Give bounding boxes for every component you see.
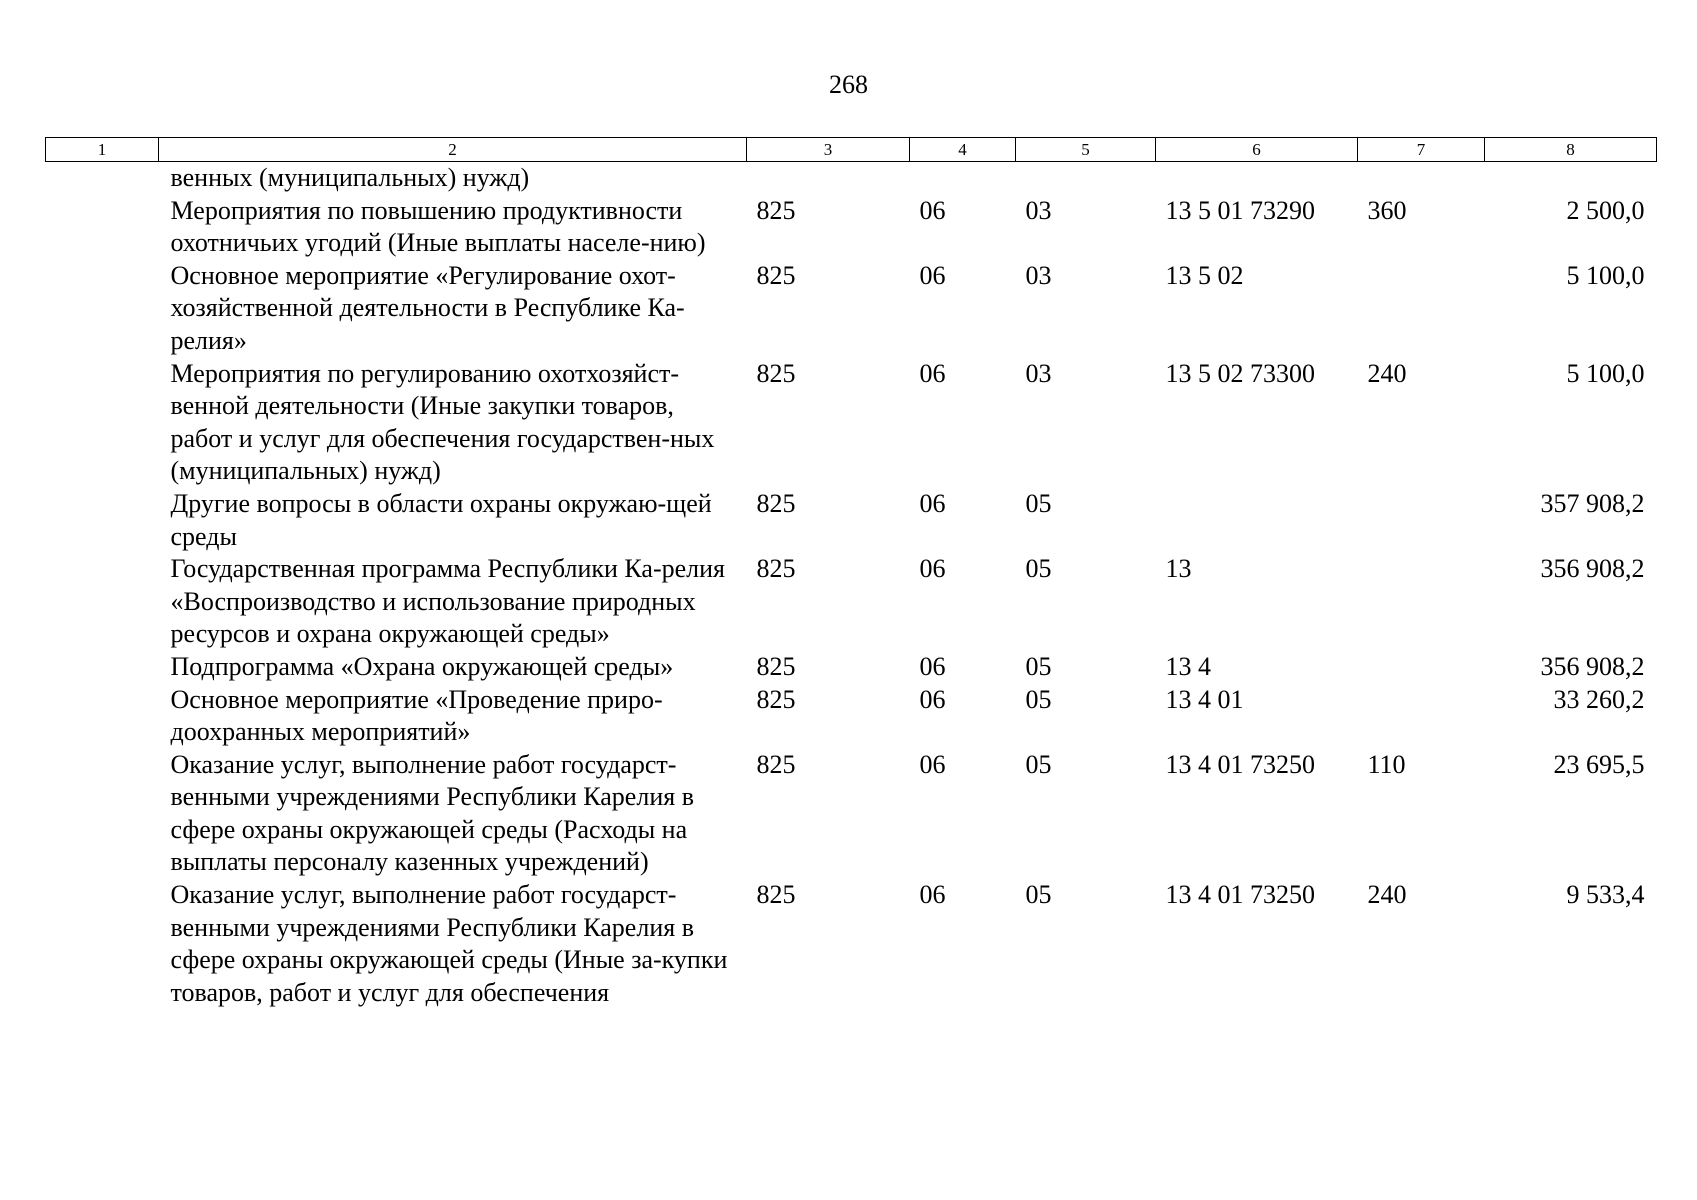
expense-type-code-cell: [1358, 162, 1485, 195]
section-code-cell: 06: [919, 684, 946, 714]
table-row: [46, 651, 1657, 684]
row-index-cell: [46, 651, 159, 684]
row-name-cell: Основное мероприятие «Регулирование охот-хозяйственной деятельности в Республике Ка-релия»: [170, 260, 685, 355]
row-name-cell: Основное мероприятие «Проведение приро-доохранных мероприятий»: [170, 684, 663, 747]
ministry-code-cell: 825: [756, 880, 796, 910]
ministry-code-cell: 825: [756, 260, 796, 290]
expense-type-code-cell: 360: [1367, 195, 1407, 225]
target-item-code-cell: 13: [1165, 554, 1192, 584]
table-row: [46, 358, 1657, 488]
subsection-code-cell: 03: [1025, 260, 1052, 290]
column-header-8: 8: [1485, 138, 1657, 162]
subsection-code-cell: 05: [1025, 554, 1052, 584]
expense-type-code-cell: 240: [1367, 880, 1407, 910]
ministry-code-cell: 825: [756, 554, 796, 584]
target-item-code-cell: [1156, 162, 1358, 195]
amount-cell: 5 100,0: [1566, 358, 1645, 388]
column-header-1: 1: [46, 138, 159, 162]
row-name-cell: Мероприятия по повышению продуктивности охотничьих угодий (Иные выплаты населе-нию): [170, 195, 706, 258]
row-name-cell: Государственная программа Республики Ка-релия «Воспроизводство и использование природных ресурсов и охрана окружающей среды»: [170, 554, 726, 649]
ministry-code-cell: 825: [756, 195, 796, 225]
subsection-code-cell: 05: [1025, 651, 1052, 681]
page-number: 268: [829, 70, 868, 99]
table-row: [46, 749, 1657, 879]
target-item-code-cell: 13 4 01 73250: [1165, 880, 1315, 910]
target-item-code-cell: 13 5 01 73290: [1165, 195, 1315, 225]
subsection-code-cell: 03: [1025, 358, 1052, 388]
subsection-code-cell: 05: [1025, 749, 1052, 779]
column-header-6: 6: [1156, 138, 1358, 162]
budget-table: [45, 137, 1657, 1009]
ministry-code-cell: 825: [756, 651, 796, 681]
row-name-cell: Оказание услуг, выполнение работ государст-венными учреждениями Республики Карелия в сфере охраны окружающей среды (Иные за-купки товаров, работ и услуг для обеспечения: [170, 880, 728, 1007]
section-code-cell: 06: [919, 651, 946, 681]
expense-type-code-cell: 110: [1367, 749, 1406, 779]
row-name-cell: Подпрограмма «Охрана окружающей среды»: [170, 651, 674, 681]
table-row: [46, 488, 1657, 553]
column-header-7: 7: [1358, 138, 1485, 162]
row-index-cell: [46, 749, 159, 879]
section-code-cell: [910, 162, 1016, 195]
row-name-cell: венных (муниципальных) нужд): [170, 163, 530, 192]
section-code-cell: 06: [919, 880, 946, 910]
row-name-cell: Оказание услуг, выполнение работ государст-венными учреждениями Республики Карелия в сфере охраны окружающей среды (Расходы на выплаты персоналу казенных учреждений): [170, 749, 694, 877]
subsection-code-cell: 05: [1025, 684, 1052, 714]
ministry-code-cell: [747, 162, 910, 195]
expense-type-code-cell: [1358, 651, 1485, 684]
target-item-code-cell: 13 5 02 73300: [1165, 358, 1315, 388]
column-header-5: 5: [1016, 138, 1156, 162]
amount-cell: [1485, 162, 1657, 195]
table-row: [46, 195, 1657, 260]
subsection-code-cell: 05: [1025, 880, 1052, 910]
amount-cell: 9 533,4: [1566, 880, 1645, 910]
row-index-cell: [46, 488, 159, 553]
table-row: [46, 879, 1657, 1009]
row-index-cell: [46, 358, 159, 488]
row-name-cell: Другие вопросы в области охраны окружаю-щей среды: [170, 488, 712, 551]
amount-cell: 33 260,2: [1553, 684, 1645, 714]
row-index-cell: [46, 684, 159, 749]
ministry-code-cell: 825: [756, 749, 796, 779]
target-item-code-cell: [1156, 488, 1358, 553]
target-item-code-cell: 13 5 02: [1165, 260, 1244, 290]
section-code-cell: 06: [919, 260, 946, 290]
section-code-cell: 06: [919, 358, 946, 388]
expense-type-code-cell: 240: [1367, 358, 1407, 388]
row-name-cell: Мероприятия по регулированию охотхозяйст-венной деятельности (Иные закупки товаров, работ и услуг для обеспечения государствен-ных (муниципальных) нужд): [170, 358, 715, 486]
expense-type-code-cell: [1358, 260, 1485, 358]
row-index-cell: [46, 162, 159, 195]
section-code-cell: 06: [919, 195, 946, 225]
table-row: [46, 260, 1657, 358]
target-item-code-cell: 13 4: [1165, 651, 1211, 681]
row-index-cell: [46, 260, 159, 358]
amount-cell: 357 908,2: [1540, 488, 1645, 518]
target-item-code-cell: 13 4 01: [1165, 684, 1244, 714]
budget-table-container: [45, 137, 1656, 1009]
amount-cell: 23 695,5: [1553, 749, 1645, 779]
column-header-2: 2: [159, 138, 747, 162]
row-index-cell: [46, 879, 159, 1009]
target-item-code-cell: 13 4 01 73250: [1165, 749, 1315, 779]
ministry-code-cell: 825: [756, 488, 796, 518]
subsection-code-cell: [1016, 162, 1156, 195]
expense-type-code-cell: [1358, 553, 1485, 651]
expense-type-code-cell: [1358, 488, 1485, 553]
section-code-cell: 06: [919, 488, 946, 518]
subsection-code-cell: 03: [1025, 195, 1052, 225]
subsection-code-cell: 05: [1025, 488, 1052, 518]
amount-cell: 2 500,0: [1566, 195, 1645, 225]
expense-type-code-cell: [1358, 684, 1485, 749]
table-row: [46, 553, 1657, 651]
row-index-cell: [46, 195, 159, 260]
ministry-code-cell: 825: [756, 358, 796, 388]
ministry-code-cell: 825: [756, 684, 796, 714]
amount-cell: 5 100,0: [1566, 260, 1645, 290]
section-code-cell: 06: [919, 749, 946, 779]
column-header-3: 3: [747, 138, 910, 162]
section-code-cell: 06: [919, 554, 946, 584]
table-row: [46, 162, 1657, 195]
column-header-4: 4: [910, 138, 1016, 162]
amount-cell: 356 908,2: [1540, 554, 1645, 584]
row-index-cell: [46, 553, 159, 651]
table-row: [46, 684, 1657, 749]
amount-cell: 356 908,2: [1540, 651, 1645, 681]
header-row: [46, 138, 1657, 162]
